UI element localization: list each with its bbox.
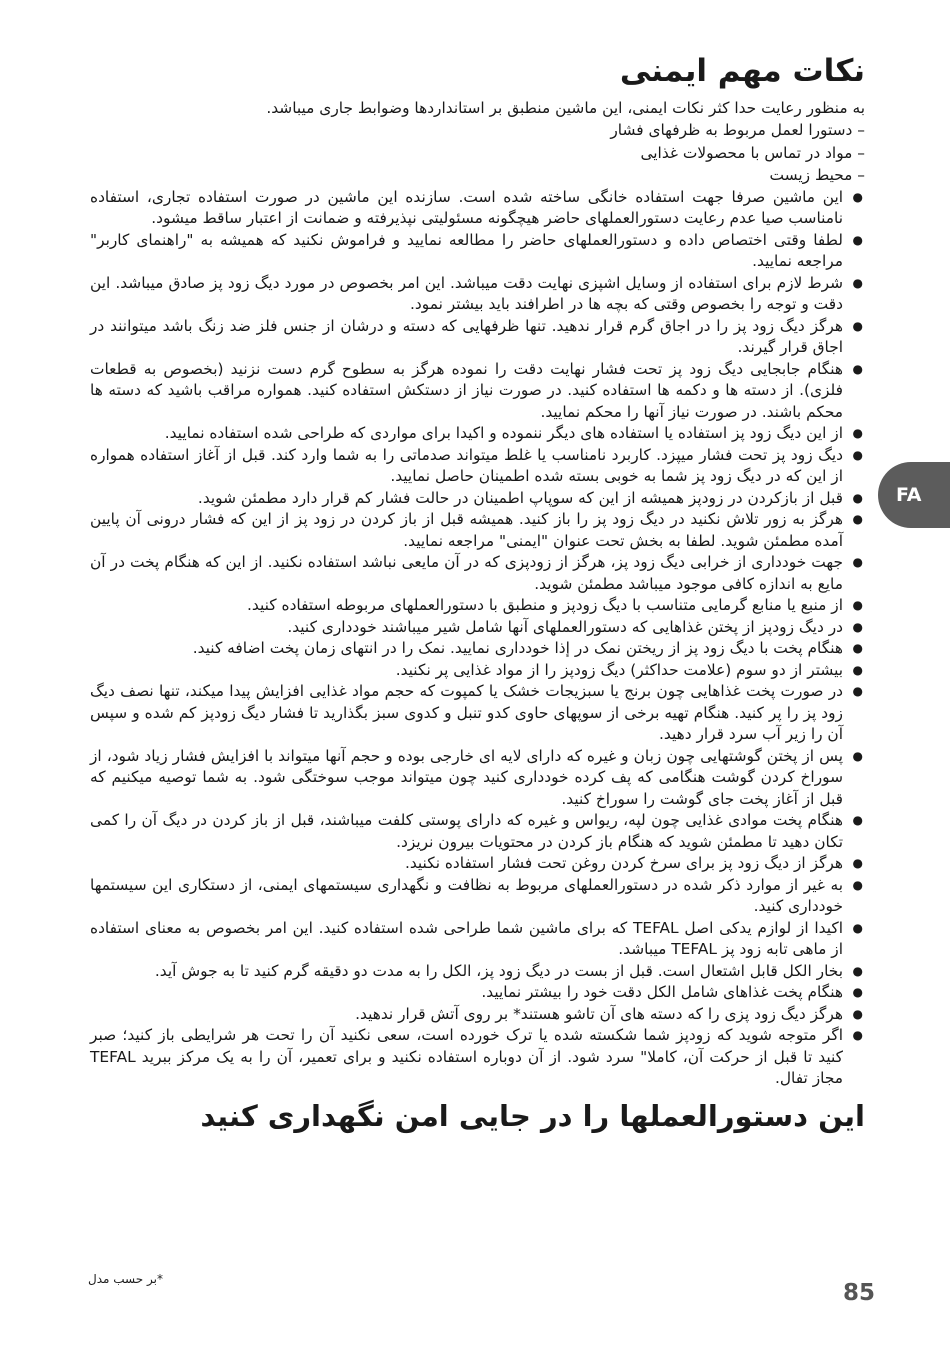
footnote: *بر حسب مدل — [88, 1272, 163, 1286]
standard-item: – دستورا لعمل مربوط به ظرفهای فشار — [610, 121, 865, 140]
safety-item: ● قبل از بازکردن در زودپز همیشه از این که سوپاپ اطمینان در حالت فشار کم قرار دارد مطمئن شوید. — [90, 488, 865, 510]
safety-item: ● هنگام جابجایی دیگ زود پز تحت فشار نهایت دقت را نموده هرگز به سطوح گرم دست نزنید (بخصوص به قطعات فلزی). از دسته ها و دکمه ها استفاده کنید. در صورت نیاز از دستکش استفاده کنید. همواره مراقب باشید که دسته ها محکم باشند. در صورت نیاز آنها را محکم نمایید. — [90, 359, 865, 424]
safety-item: ● بخار الکل قابل اشتعال است. قبل از بست در دیگ زود پز، الکل را به مدت دو دقیقه گرم کنید تا به جوش آید. — [90, 961, 865, 983]
content-area — [90, 52, 865, 1135]
safety-item: ● اکیدا از لوازم یدکی اصل TEFAL که برای ماشین شما طراحی شده استفاده کنید. این امر بخصوص به معنای استفاده از ماهی تابه زود پز TEFAL میباشد. — [90, 918, 865, 961]
language-tab — [878, 462, 950, 528]
standard-item: – مواد در تماس با محصولات غذایی — [640, 143, 865, 162]
safety-item: ● اگر متوجه شوید که زودپز شما شکسته شده یا ترک خورده است، سعی نکنید آن را تحت هر شرایطی باز کنید؛ صبر کنید تا قبل از حرکت آن، کاملا" سرد شود. از آن دوباره استفاده نکنید و برای تعمیر، آن را به یک مرکز ببرید TEFAL مجاز تفال. — [90, 1025, 865, 1090]
safety-item: ● جهت خودداری از خرابی دیگ زود پز، هرگز از زودپزی که در آن مایعی نباشد استفاده نکنید. از این که هنگام پخت در آن مایع به اندازه کافی موجود میباشد مطمئن شوید. — [90, 552, 865, 595]
intro-text: به منظور رعایت حدا کثر نکات ایمنی، این ماشین منطبق بر استانداردها وضوابط جاری میباشد. — [266, 98, 865, 117]
page-number: 85 — [843, 1280, 876, 1306]
language-tab-label: FA — [896, 484, 922, 506]
safety-item: ● این ماشین صرفا جهت استفاده خانگی ساخته شده است. سازنده این ماشین در صورت استفاده تجاری، استفاده نامناسب صیا عدم رعایت دستورالعملهای حاضر هیچگونه مسئولیتی نپذیرفته و ضمانت از اعتبار ساقط میشود. — [90, 187, 865, 230]
standard-item: – محیط زیست — [769, 166, 865, 185]
safety-item: ● هنگام پخت موادی غذایی چون لپه، ریواس و غیره که دارای پوستی کلفت میباشند، قبل از باز کردن در دیگ آن را کمی تکان دهید تا مطمئن شوید که هنگام باز کردن در محتویات بیرون نریزد. — [90, 810, 865, 853]
safety-item: ● دیگ زود پز تحت فشار میپزد. کاربرد نامناسب یا غلط میتواند صدماتی را به شما وارد کند. قبل از آغاز استفاده همواره از این که در دیگ زود پز شما به خوبی بسته شده اطمینان حاصل نمایید. — [90, 445, 865, 488]
safety-item: ● از منبع یا منابع گرمایی متناسب با دیگ زودپز و منطبق با دستورالعملهای مربوطه استفاده کنید. — [90, 595, 865, 617]
safety-item: ● هرگز دیگ زود پزی را که دسته های آن تاشو هستند* بر روی آتش قرار ندهید. — [90, 1004, 865, 1026]
safety-item: ● بیشتر از دو سوم (علامت حداکثر) دیگ زودپز را از مواد غذایی پر نکنید. — [90, 660, 865, 682]
safety-item: ● هرگز از دیگ زود پز برای سرخ کردن روغن تحت فشار استفاده نکنید. — [90, 853, 865, 875]
safety-item: ● در دیگ زودپز از پختن غذاهایی که دستورالعملهای آنها شامل شیر میباشند خودداری کنید. — [90, 617, 865, 639]
standards-list — [90, 119, 865, 187]
safety-list — [90, 187, 865, 1090]
safety-item: ● از این دیگ زود پز استفاده یا استفاده های دیگر ننموده و اکیدا برای مواردی که طراحی شده استفاده نمایید. — [90, 423, 865, 445]
safety-item: ● هرگز به زور تلاش نکنید در دیگ زود پز را باز کنید. همیشه قبل از باز کردن در زود پز از این که فشار درونی آن پایین آمده مطمئن شوید. لطفا به بخش تحت عنوان "ایمنی" مراجعه نمایید. — [90, 509, 865, 552]
safety-item: ● به غیر از موارد ذکر شده در دستورالعملهای مربوط به نظافت و نگهداری سیستمهای ایمنی، از دستکاری این سیستمها خودداری کنید. — [90, 875, 865, 918]
keep-instructions-heading: این دستورالعملها را در جایی امن نگهداری کنید — [200, 1098, 865, 1133]
safety-item: ● در صورت پخت غذاهایی چون برنج یا سبزیجات خشک یا کمپوت که حجم مواد غذایی افزایش پیدا میکند، تنها نصف دیگ زود پز را پر کنید. هنگام تهیه برخی از سوپهای حاوی کدو تنبل و کدوی سبز بگذارید تا فشار دیگ زودپز کم شده و سپس آن را زیر آب سرد قرار دهید. — [90, 681, 865, 746]
safety-item: ● پس از پختن گوشتهایی چون زبان و غیره که دارای لایه ای خارجی بوده و حجم آنها میتواند با افزایش فشار زیاد شود، از سوراخ کردن گوشت هنگامی که پف کرده خودداری کنید چون میتواند موجب سوختگی شود. به شما توصیه میکنیم که قبل از آغاز پخت جای گوشت را سوراخ کنید. — [90, 746, 865, 811]
safety-item: ● هرگز دیگ زود پز را در اجاق گرم قرار ندهید. تنها ظرفهایی که دسته و درشان از جنس فلز ضد زنگ باشد میتوانند در اجاق قرار گیرند. — [90, 316, 865, 359]
safety-item: ● لطفا وقتی اختصاص داده و دستورالعملهای حاضر را مطالعه نمایید و فراموش نکنید که همیشه به "راهنمای کاربر" مراجعه نمایید. — [90, 230, 865, 273]
page-title: نکات مهم ایمنی — [619, 53, 865, 89]
safety-item: ● هنگام پخت با دیگ زود پز از ریختن نمک در إذا خودداری نمایید. نمک را در انتهای زمان پخت اضافه کنید. — [90, 638, 865, 660]
safety-item: ● شرط لازم برای استفاده از وسایل اشپزی نهایت دقت میباشد. این امر بخصوص در مورد دیگ زود پز صادق میباشد. این دقت و توجه را بخصوص وقتی که بچه ها در اطرافند باید بیشتر نمود. — [90, 273, 865, 316]
safety-item: ● هنگام پخت غذاهای شامل الکل دقت خود را بیشتر نمایید. — [90, 982, 865, 1004]
